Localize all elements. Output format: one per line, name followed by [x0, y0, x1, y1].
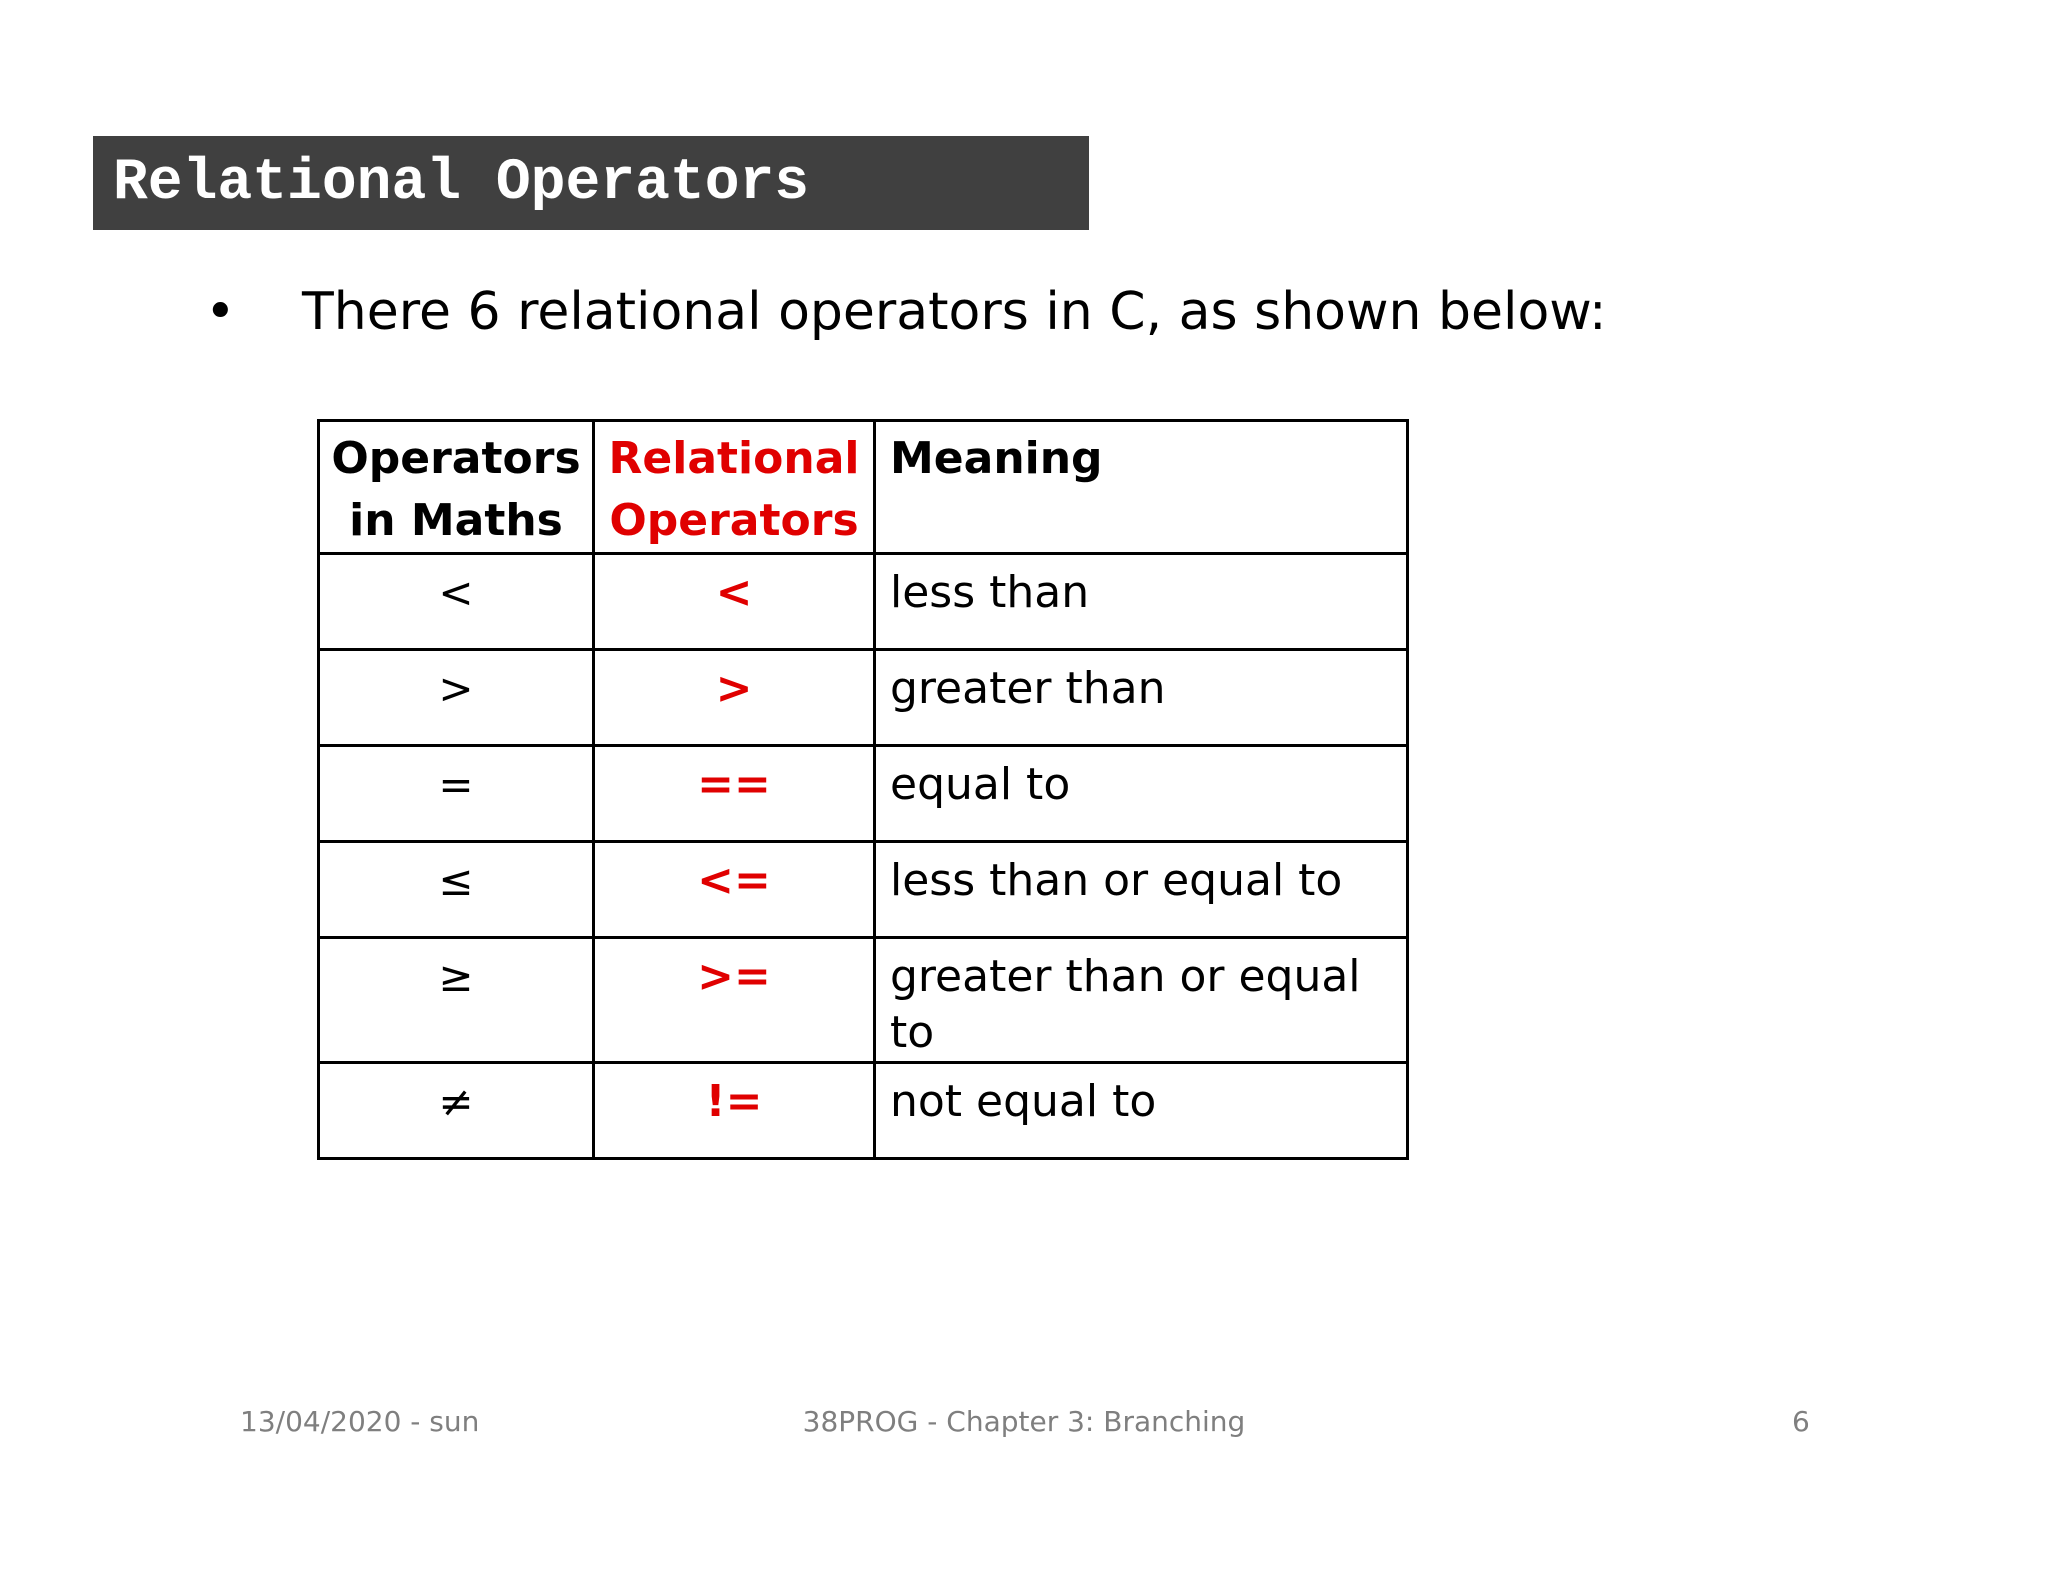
table-header-row: [319, 421, 1408, 554]
relational-operator-cell: <=: [594, 842, 875, 938]
header-rel-line2: Operators: [609, 495, 859, 546]
relational-operator-cell: ==: [594, 746, 875, 842]
math-operator-cell: ≥: [319, 938, 594, 1063]
table-row: [319, 746, 1408, 842]
relational-operator-cell: >=: [594, 938, 875, 1063]
footer-page-number: 6: [1792, 1405, 1810, 1438]
relational-operator-cell: >: [594, 650, 875, 746]
operators-table: [317, 419, 1409, 1160]
relational-operator-cell: <: [594, 554, 875, 650]
footer-date: 13/04/2020 - sun: [240, 1405, 480, 1438]
math-operator-cell: ≤: [319, 842, 594, 938]
header-math-line2: in Maths: [349, 495, 563, 546]
meaning-cell: less than: [875, 554, 1408, 650]
bullet-icon: •: [205, 282, 236, 342]
meaning-cell: greater than: [875, 650, 1408, 746]
table-row: [319, 938, 1408, 1063]
math-operator-cell: <: [319, 554, 594, 650]
table-row: [319, 650, 1408, 746]
title-bar: [93, 136, 1089, 230]
slide-title: Relational Operators: [113, 150, 810, 216]
header-operators-in-maths: [319, 421, 594, 554]
header-relational-operators: [594, 421, 875, 554]
header-math-line1: Operators: [331, 433, 581, 484]
bullet-text: There 6 relational operators in C, as shown below:: [302, 282, 1607, 342]
table-row: [319, 554, 1408, 650]
table-row: [319, 842, 1408, 938]
footer-course: 38PROG - Chapter 3: Branching: [802, 1405, 1246, 1438]
header-meaning-text: Meaning: [890, 433, 1103, 484]
meaning-cell: greater than or equal to: [875, 938, 1408, 1063]
table-row: [319, 1063, 1408, 1159]
meaning-cell: not equal to: [875, 1063, 1408, 1159]
math-operator-cell: >: [319, 650, 594, 746]
math-operator-cell: =: [319, 746, 594, 842]
meaning-cell: equal to: [875, 746, 1408, 842]
meaning-cell: less than or equal to: [875, 842, 1408, 938]
bullet-item: [205, 282, 1607, 342]
relational-operator-cell: !=: [594, 1063, 875, 1159]
header-rel-line1: Relational: [608, 433, 860, 484]
header-meaning: [875, 421, 1408, 554]
math-operator-cell: ≠: [319, 1063, 594, 1159]
